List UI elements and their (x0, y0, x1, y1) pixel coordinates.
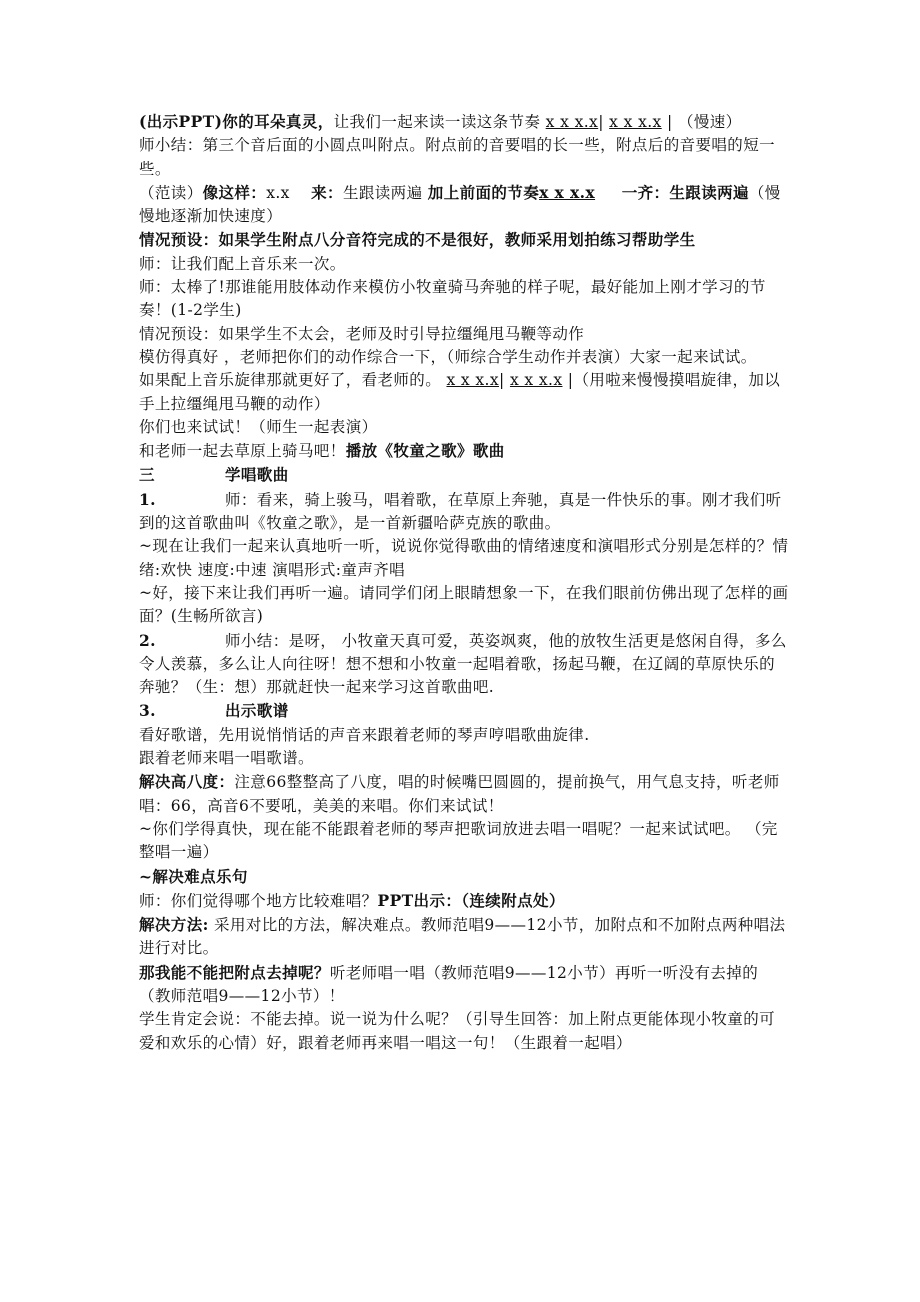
numbered-paragraph: 2. 师小结：是呀， 小牧童天真可爱，英姿飒爽，他的放牧生活更是悠闲自得，多么令人羡慕，多么让人向往呀！想不想和小牧童一起唱着歌，扬起马鞭，在辽阔的草原快乐的奔驰？（生：想）那就赶快一起来学习这首歌曲吧. (139, 630, 787, 697)
paragraph: ~好，接下来让我们再听一遍。请同学们闭上眼睛想象一下，在我们眼前仿佛出现了怎样的画面？(生畅所欲言) (139, 583, 789, 626)
numbered-paragraph: 1. 师：看来，骑上骏马，唱着歌，在草原上奔驰，真是一件快乐的事。刚才我们听到的这首歌曲叫《牧童之歌》，是一首新疆哈萨克族的歌曲。 (139, 489, 782, 533)
paragraph: 情况预设：如果学生不太会，老师及时引导拉缰绳甩马鞭等动作 (139, 324, 585, 343)
paragraph: 模仿得真好 ，老师把你们的动作综合一下，（师综合学生动作并表演）大家一起来试试。 (139, 347, 757, 366)
rhythm-notation: x x x.x (446, 371, 499, 390)
paragraph: 跟着老师来唱一唱歌谱。 (139, 749, 314, 768)
paragraph: 你们也来试试！（师生一起表演） (139, 417, 378, 436)
numbered-heading: 3. 出示歌谱 (139, 701, 289, 721)
paragraph-rhythm-reading: (出示PPT)你的耳朵真灵，让我们一起来读一读这条节奏 x x x.x| x x x.x | （慢速） (139, 112, 742, 131)
paragraph: 师：让我们配上音乐来一次。 (139, 254, 346, 273)
subheading: ~解决难点乐句 (139, 866, 248, 886)
rhythm-notation: x x x.x (609, 113, 662, 131)
paragraph: ~你们学得真快，现在能不能跟着老师的琴声把歌词放进去唱一唱呢？一起来试试吧。 （完整唱一遍） (139, 819, 778, 862)
rhythm-notation: x x x.x (545, 113, 599, 131)
ppt-cue: (出示PPT)你的耳朵真灵， (139, 112, 334, 131)
paragraph-difficult: 师：你们觉得哪个地方比较难唱？PPT出示：（连续附点处） (139, 890, 565, 910)
section-heading: 三 学唱歌曲 (139, 465, 289, 485)
paragraph-play-song: 和老师一起去草原上骑马吧！播放《牧童之歌》歌曲 (139, 441, 505, 461)
paragraph-remove-dot: 那我能不能把附点去掉呢？听老师唱一唱（教师范唱9——12小节）再听一听没有去掉的（教师范唱9——12小节）！ (139, 962, 759, 1005)
paragraph: 学生肯定会说：不能去掉。说一说为什么呢？（引导生回答：加上附点更能体现小牧童的可爱和欢乐的心情）好，跟着老师再来唱一唱这一句！（生跟着一起唱） (139, 1010, 776, 1052)
rhythm-notation: x x x.x (509, 371, 563, 390)
document-page (139, 110, 789, 1055)
paragraph: 师：太棒了!那谁能用肢体动作来模仿小牧童骑马奔驰的样子呢，最好能加上刚才学习的节奏！(1-2学生) (139, 278, 766, 320)
paragraph-scenario: 情况预设：如果学生附点八分音符完成的不是很好，教师采用划拍练习帮助学生 (139, 230, 696, 250)
paragraph: ~现在让我们一起来认真地听一听，说说你觉得歌曲的情绪速度和演唱形式分别是怎样的？情绪:欢快 速度:中速 演唱形式:童声齐唱 (139, 537, 789, 579)
paragraph-summary: 师小结：第三个音后面的小圆点叫附点。附点前的音要唱的长一些，附点后的音要唱的短一些。 (139, 136, 776, 178)
paragraph-method: 解决方法: 采用对比的方法，解决难点。教师范唱9——12小节，加附点和不加附点两种唱法进行对比。 (139, 915, 786, 958)
paragraph-melody: 如果配上音乐旋律那就更好了，看老师的。 x x x.x| x x x.x |（用啦来慢慢摸唱旋律，加以手上拉缰绳甩马鞭的动作） (139, 371, 781, 413)
rhythm-notation: x x x.x (539, 182, 596, 202)
paragraph: 看好歌谱，先用说悄悄话的声音来跟着老师的琴声哼唱歌曲旋律. (139, 725, 590, 744)
paragraph-octave: 解决高八度：注意66整整高了八度，唱的时候嘴巴圆圆的，提前换气，用气息支持，听老师唱：66，高音6不要吼，美美的来唱。你们来试试！ (139, 772, 780, 815)
paragraph-model-reading: （范读）像这样：x.x 来：生跟读两遍 加上前面的节奏x x x.x 一齐：生跟读两遍（慢慢地逐渐加快速度） (139, 182, 781, 226)
